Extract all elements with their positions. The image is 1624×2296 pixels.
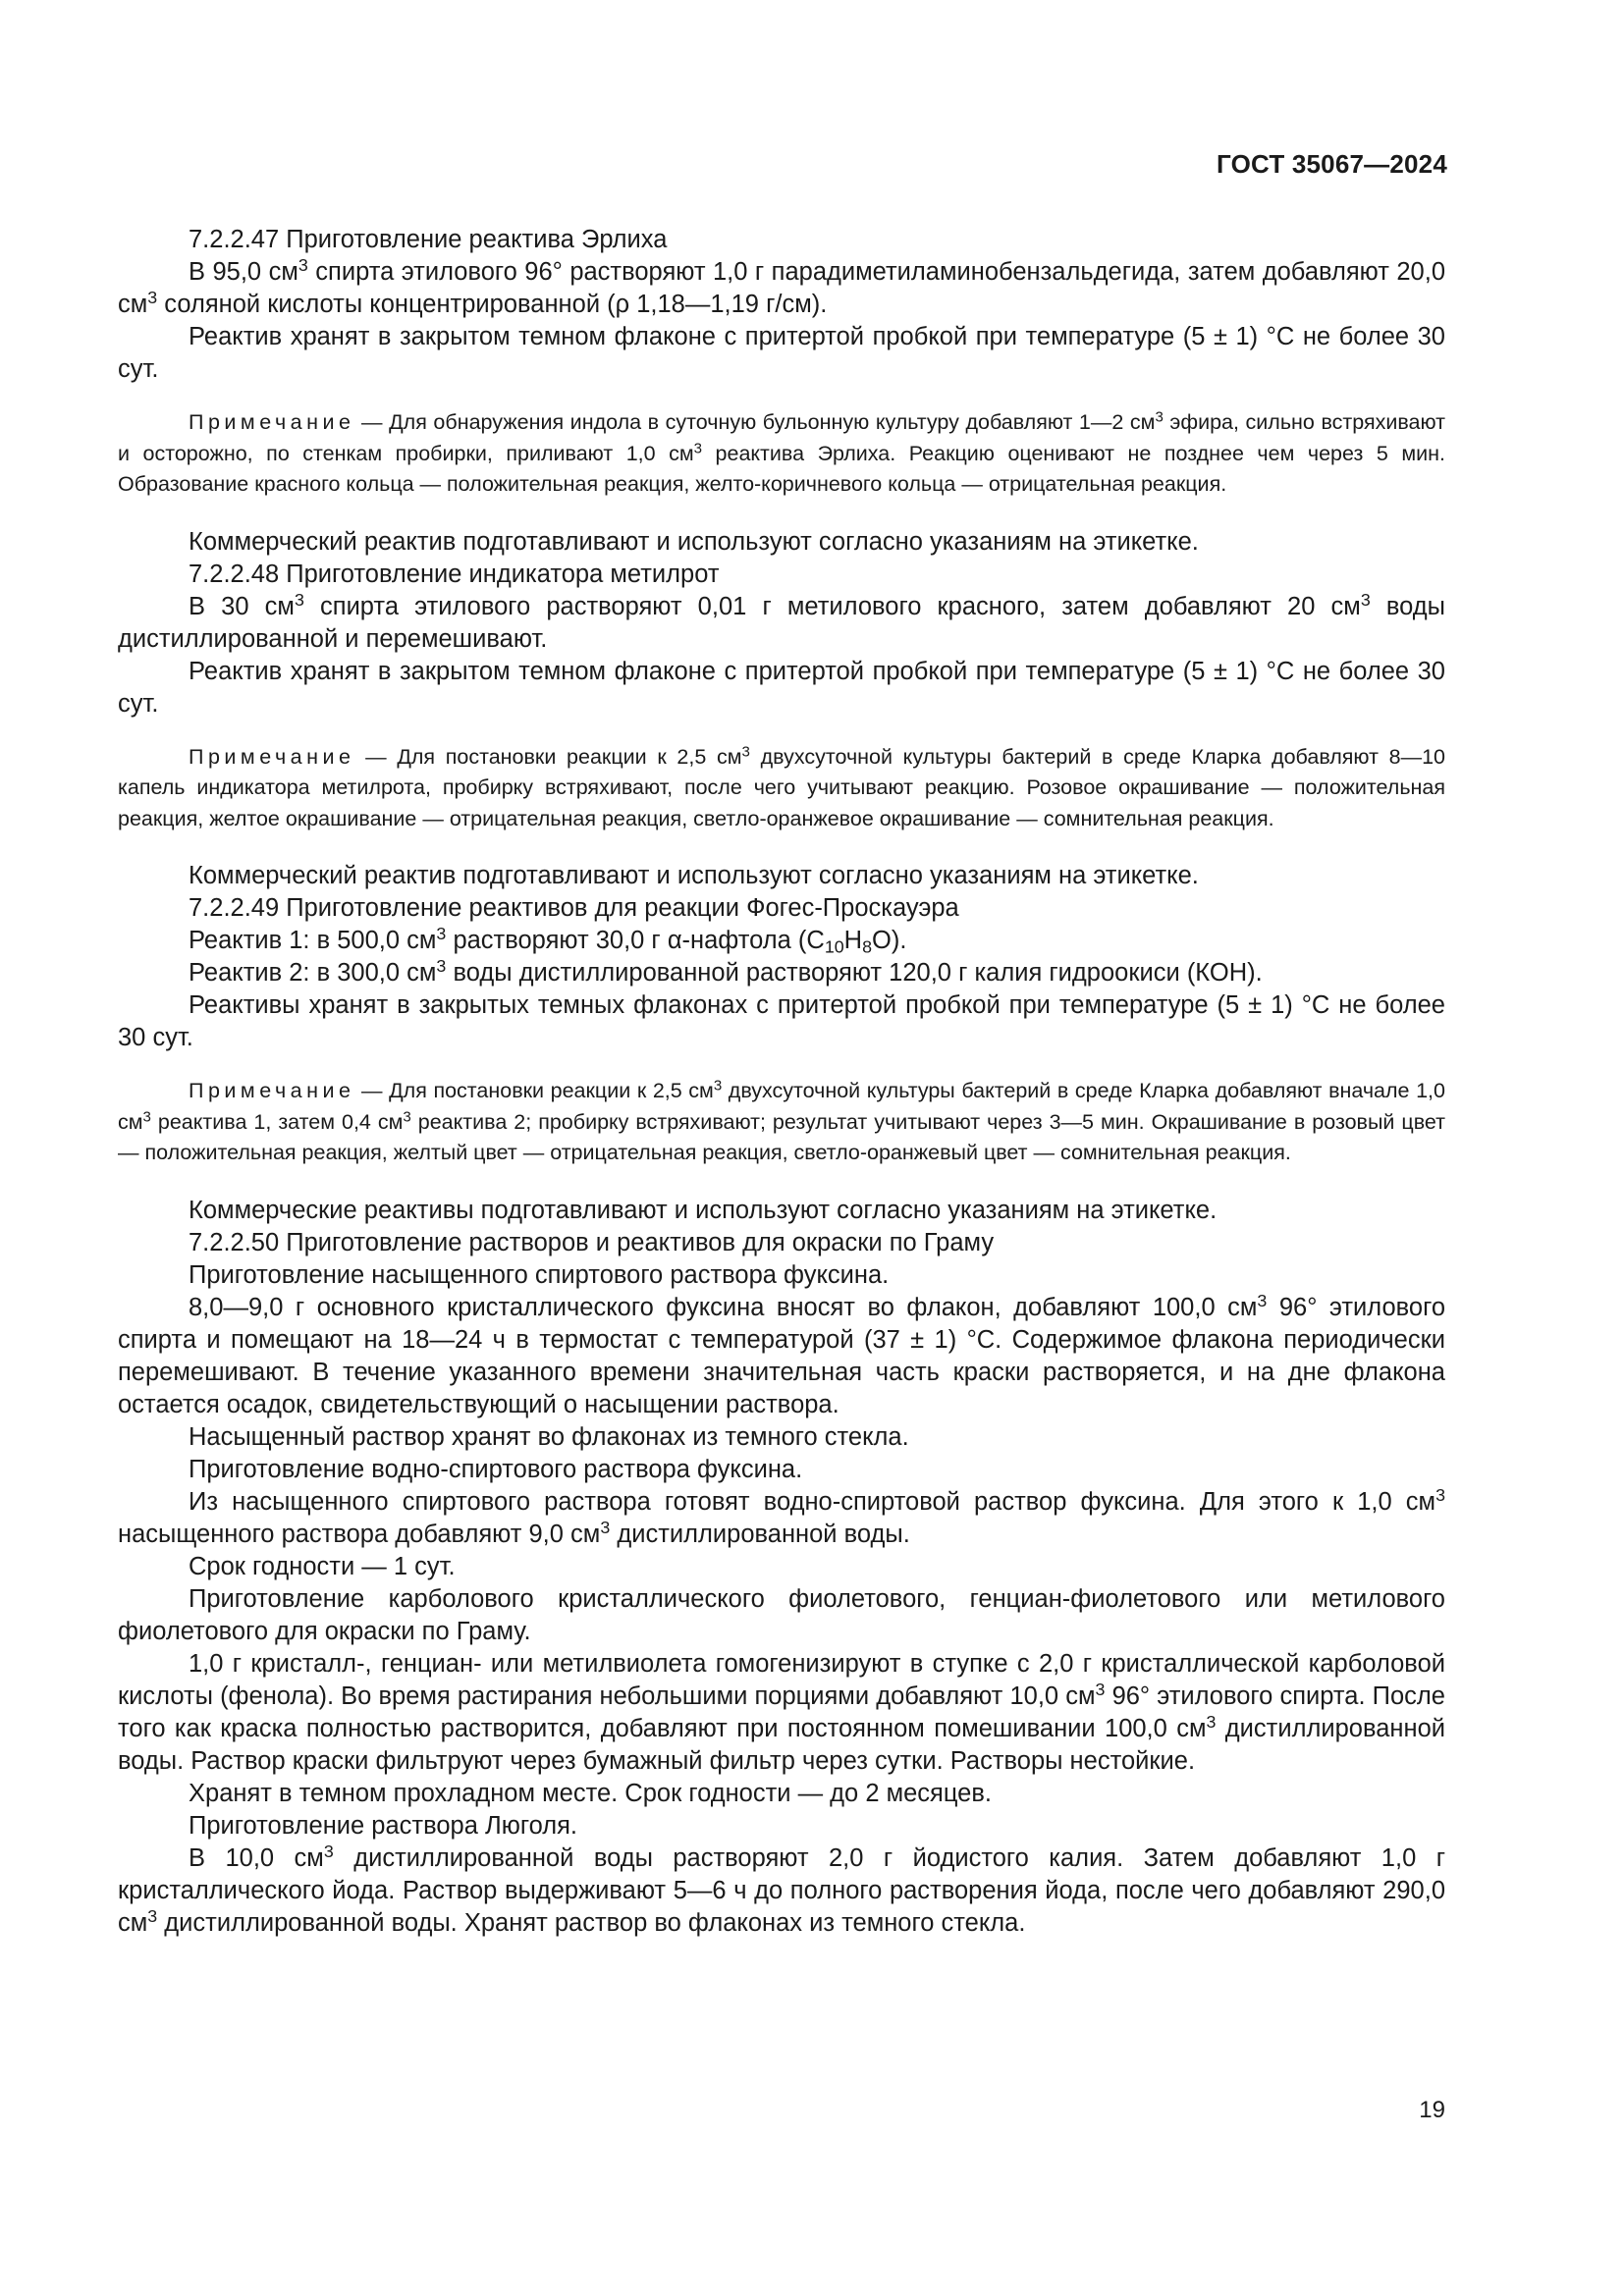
- section-title-48: 7.2.2.48 Приготовление индикатора метилрот: [189, 560, 720, 588]
- paragraph: В 30 $см^3$ спирта этилового растворяют 0,01 г метилового красного, затем добавляют 20 $см^3$ воды дистиллированной и перемешивают.: [118, 589, 1445, 653]
- document-number: ГОСТ 35067—2024: [1217, 149, 1447, 179]
- paragraph: Приготовление раствора Люголя.: [189, 1811, 577, 1840]
- paragraph: Коммерческие реактивы подготавливают и используют согласно указаниям на этикетке.: [189, 1196, 1218, 1224]
- paragraph: Реактив 2: в 300,0 $см^3$ воды дистиллированной растворяют 120,0 г калия гидроокиси (КОН).: [189, 956, 1263, 987]
- paragraph: Срок годности — 1 сут.: [189, 1552, 456, 1580]
- paragraph: Реактивы хранят в закрытых темных флаконах с притертой пробкой при температуре (5 ± 1) °С не более 30 сут.: [118, 991, 1445, 1051]
- paragraph: Приготовление насыщенного спиртового раствора фуксина.: [189, 1260, 890, 1289]
- paragraph: В 10,0 $см^3$ дистиллированной воды растворяют 2,0 г йодистого калия. Затем добавляют 1,0 г кристаллического йода. Раствор выдерживают 5—6 ч до полного растворения йода, после чего добавляют 290,0 $см^3$ дистиллированной воды. Хранят раствор во флаконах из темного стекла.: [118, 1841, 1445, 1937]
- note: Примечание — Для обнаружения индола в суточную бульонную культуру добавляют 1—2 $см^3$ эфира, сильно встряхивают и осторожно, по стенкам пробирки, приливают 1,0 $см^3$ реактива Эрлиха. Реакцию оценивают не позднее чем через 5 мин. Образование красного кольца — положительная реакция, желто-коричневого кольца — отрицательная реакция.: [118, 408, 1445, 496]
- paragraph: 1,0 г кристалл-, генциан- или метилвиолета гомогенизируют в ступке с 2,0 г кристаллической карболовой кислоты (фенола). Во время растирания небольшими порциями добавляют 10,0 $см^3$ 96° этилового спирта. После того как краска полностью растворится, добавляют при постоянном помешивании 100,0 $см^3$ дистиллированной воды. Раствор краски фильтруют через бумажный фильтр через сутки. Растворы нестойкие.: [118, 1649, 1445, 1775]
- paragraph: Из насыщенного спиртового раствора готовят водно-спиртовой раствор фуксина. Для этого к 1,0 $см^3$ насыщенного раствора добавляют 9,0 $см^3$ дистиллированной воды.: [118, 1484, 1445, 1548]
- note-label: Примечание: [189, 744, 355, 769]
- paragraph: Коммерческий реактив подготавливают и используют согласно указаниям на этикетке.: [189, 862, 1199, 889]
- section-title-47: 7.2.2.47 Приготовление реактива Эрлиха: [189, 226, 668, 253]
- paragraph: Реактив хранят в закрытом темном флаконе с притертой пробкой при температуре (5 ± 1) °С не более 30 сут.: [118, 657, 1445, 718]
- note: Примечание — Для постановки реакции к 2,5 $см^3$ двухсуточной культуры бактерий в среде Кларка добавляют вначале 1,0 $см^3$ реактива 1, затем 0,4 $см^3$ реактива 2; пробирку встряхивают; результат учитывают через 3—5 мин. Окрашивание в розовый цвет — положительная реакция, желтый цвет — отрицательная реакция, светло-оранжевый цвет — сомнительная реакция.: [118, 1077, 1445, 1164]
- paragraph: Приготовление водно-спиртового раствора фуксина.: [189, 1455, 803, 1483]
- section-title-50: 7.2.2.50 Приготовление растворов и реактивов для окраски по Граму: [189, 1228, 995, 1256]
- section-title-49: 7.2.2.49 Приготовление реактивов для реакции Фогес-Проскауэра: [189, 894, 959, 922]
- note-label: Примечание: [189, 410, 355, 434]
- note-label: Примечание: [189, 1079, 355, 1102]
- paragraph: Реактив 1: в 500,0 $см^3$ растворяют 30,0 г α-нафтола $(С_{10}Н_8О)$.: [189, 924, 907, 957]
- paragraph: В 95,0 $см^3$ спирта этилового 96° растворяют 1,0 г парадиметиламинобензальдегида, затем добавляют 20,0 $см^3$ соляной кислоты концентрированной (ρ 1,18—1,19 г/см).: [118, 255, 1445, 318]
- paragraph: 8,0—9,0 г основного кристаллического фуксина вносят во флакон, добавляют 100,0 $см^3$ 96° этилового спирта и помещают на 18—24 ч в термостат с температурой (37 ± 1) °С. Содержимое флакона периодически перемешивают. В течение указанного времени значительная часть краски растворяется, и на дне флакона остается осадок, свидетельствующий о насыщении раствора.: [118, 1290, 1445, 1418]
- paragraph: Приготовление карболового кристаллического фиолетового, генциан-фиолетового или метилового фиолетового для окраски по Граму.: [118, 1584, 1445, 1645]
- paragraph: Насыщенный раствор хранят во флаконах из темного стекла.: [189, 1422, 909, 1451]
- paragraph: Коммерческий реактив подготавливают и используют согласно указаниям на этикетке.: [189, 527, 1199, 556]
- note: Примечание — Для постановки реакции к 2,5 $см^3$ двухсуточной культуры бактерий в среде Кларка добавляют 8—10 капель индикатора метилрота, пробирку встряхивают, после чего учитывают реакцию. Розовое окрашивание — положительная реакция, желтое окрашивание — отрицательная реакция, светло-оранжевое окрашивание — сомнительная реакция.: [118, 742, 1445, 830]
- paragraph: Реактив хранят в закрытом темном флаконе с притертой пробкой при температуре (5 ± 1) °С не более 30 сут.: [118, 323, 1445, 383]
- paragraph: Хранят в темном прохладном месте. Срок годности — до 2 месяцев.: [189, 1779, 992, 1807]
- page-number: 19: [1419, 2097, 1445, 2123]
- page-body: [118, 224, 1445, 1940]
